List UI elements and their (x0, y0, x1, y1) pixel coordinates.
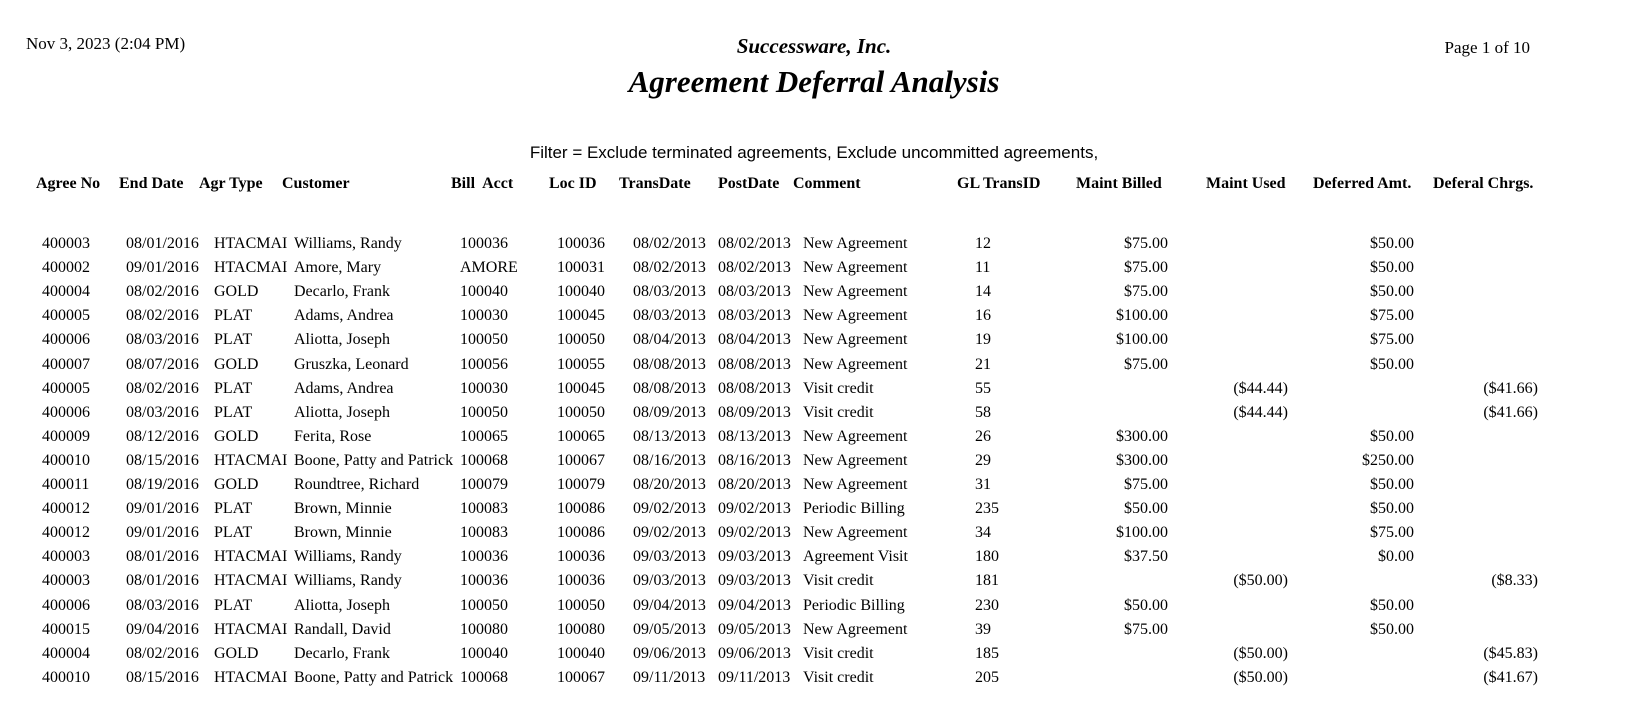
cell-gl-trans-id: 55 (975, 379, 991, 397)
header-deferal-chrgs: Deferal Chrgs. (1433, 175, 1534, 192)
cell-customer: Decarlo, Frank (294, 283, 390, 301)
cell-deferal-chrgs: ($41.66) (1483, 379, 1538, 397)
cell-loc-id: 100065 (557, 427, 605, 445)
header-bill-acct: Bill Acct (451, 175, 514, 192)
filter-text: Filter = Exclude terminated agreements, Exclude uncommitted agreements, (529, 143, 1099, 162)
cell-agr-type: PLAT (214, 307, 253, 325)
cell-comment: Agreement Visit (803, 548, 908, 566)
cell-end-date: 08/01/2016 (126, 572, 199, 590)
cell-post-date: 08/03/2013 (718, 283, 791, 301)
cell-customer: Decarlo, Frank (294, 644, 390, 662)
cell-end-date: 09/01/2016 (126, 524, 199, 542)
cell-post-date: 08/02/2013 (718, 235, 791, 252)
cell-end-date: 09/04/2016 (126, 620, 199, 638)
cell-maint-used: ($50.00) (1233, 644, 1288, 662)
cell-agr-type: GOLD (214, 427, 259, 445)
cell-agree-no: 400003 (42, 548, 90, 566)
cell-post-date: 09/02/2013 (718, 500, 791, 518)
cell-maint-billed: $100.00 (1116, 331, 1168, 349)
cell-agree-no: 400006 (42, 331, 90, 349)
cell-trans-date: 08/04/2013 (633, 331, 706, 349)
cell-maint-billed: $50.00 (1124, 500, 1168, 518)
cell-end-date: 09/01/2016 (126, 259, 199, 277)
cell-agree-no: 400009 (42, 427, 90, 445)
cell-customer: Boone, Patty and Patrick (294, 451, 454, 469)
cell-agr-type: HTACMAI (214, 620, 288, 638)
cell-bill-acct: 100040 (460, 283, 508, 301)
cell-gl-trans-id: 34 (975, 524, 991, 542)
cell-trans-date: 08/13/2013 (633, 427, 706, 445)
cell-maint-billed: $75.00 (1124, 355, 1168, 373)
cell-agr-type: GOLD (214, 283, 259, 301)
cell-end-date: 08/12/2016 (126, 427, 199, 445)
cell-end-date: 08/01/2016 (126, 548, 199, 566)
cell-trans-date: 09/03/2013 (633, 572, 706, 590)
cell-bill-acct: 100068 (460, 668, 508, 686)
cell-end-date: 08/01/2016 (126, 235, 199, 252)
cell-trans-date: 08/16/2013 (633, 451, 706, 469)
cell-deferred-amt: $50.00 (1370, 476, 1414, 493)
cell-deferred-amt: $50.00 (1370, 500, 1414, 518)
cell-gl-trans-id: 14 (975, 283, 991, 301)
cell-customer: Williams, Randy (294, 572, 402, 590)
cell-gl-trans-id: 180 (975, 548, 999, 566)
cell-customer: Boone, Patty and Patrick (294, 668, 454, 686)
cell-agr-type: HTACMAI (214, 668, 288, 686)
cell-customer: Aliotta, Joseph (294, 596, 390, 614)
cell-customer: Roundtree, Richard (294, 476, 420, 493)
cell-comment: New Agreement (803, 620, 908, 638)
cell-maint-used: ($44.44) (1233, 379, 1288, 397)
cell-comment: New Agreement (803, 451, 908, 469)
cell-comment: New Agreement (803, 476, 908, 493)
cell-agree-no: 400007 (42, 355, 90, 373)
cell-gl-trans-id: 58 (975, 403, 991, 421)
cell-loc-id: 100050 (557, 596, 605, 614)
cell-post-date: 08/08/2013 (718, 379, 791, 397)
cell-gl-trans-id: 21 (975, 355, 991, 373)
cell-loc-id: 100086 (557, 500, 605, 518)
cell-loc-id: 100045 (557, 307, 605, 325)
cell-agree-no: 400015 (42, 620, 90, 638)
cell-trans-date: 09/04/2013 (633, 596, 706, 614)
cell-agree-no: 400005 (42, 307, 90, 325)
header-gl-trans-id: GL TransID (957, 175, 1041, 192)
cell-agr-type: PLAT (214, 524, 253, 542)
cell-post-date: 08/09/2013 (718, 403, 791, 421)
cell-post-date: 08/08/2013 (718, 355, 791, 373)
header-post-date: PostDate (718, 175, 780, 192)
cell-bill-acct: 100056 (460, 355, 508, 373)
cell-maint-billed: $300.00 (1116, 427, 1168, 445)
cell-maint-billed: $75.00 (1124, 620, 1168, 638)
cell-maint-billed: $50.00 (1124, 596, 1168, 614)
cell-deferred-amt: $75.00 (1370, 331, 1414, 349)
cell-agree-no: 400010 (42, 668, 90, 686)
cell-comment: New Agreement (803, 524, 908, 542)
cell-maint-used: ($50.00) (1233, 572, 1288, 590)
cell-agr-type: PLAT (214, 403, 253, 421)
cell-bill-acct: 100065 (460, 427, 508, 445)
cell-agree-no: 400004 (42, 283, 90, 301)
cell-agr-type: PLAT (214, 596, 253, 614)
header-trans-date: TransDate (619, 175, 691, 192)
cell-post-date: 08/20/2013 (718, 476, 791, 493)
header-deferred-amt: Deferred Amt. (1313, 175, 1412, 192)
cell-customer: Amore, Mary (294, 259, 382, 277)
cell-end-date: 08/03/2016 (126, 596, 199, 614)
cell-bill-acct: 100036 (460, 572, 508, 590)
cell-gl-trans-id: 181 (975, 572, 999, 590)
cell-end-date: 08/02/2016 (126, 283, 199, 301)
cell-agr-type: GOLD (214, 644, 259, 662)
cell-deferred-amt: $0.00 (1378, 548, 1414, 566)
cell-end-date: 09/01/2016 (126, 500, 199, 518)
cell-agr-type: HTACMAI (214, 259, 288, 277)
cell-customer: Brown, Minnie (294, 524, 392, 542)
cell-agree-no: 400010 (42, 451, 90, 469)
cell-comment: Visit credit (803, 644, 874, 662)
cell-deferred-amt: $50.00 (1370, 259, 1414, 277)
cell-maint-billed: $75.00 (1124, 235, 1168, 252)
cell-deferal-chrgs: ($8.33) (1491, 572, 1538, 590)
cell-maint-billed: $300.00 (1116, 451, 1168, 469)
cell-bill-acct: 100050 (460, 403, 508, 421)
cell-customer: Gruszka, Leonard (294, 355, 409, 373)
cell-post-date: 09/11/2013 (718, 668, 791, 686)
cell-post-date: 09/03/2013 (718, 548, 791, 566)
cell-loc-id: 100031 (557, 259, 605, 277)
cell-end-date: 08/15/2016 (126, 451, 199, 469)
cell-comment: New Agreement (803, 259, 908, 277)
cell-post-date: 09/04/2013 (718, 596, 791, 614)
cell-deferred-amt: $50.00 (1370, 235, 1414, 252)
cell-agree-no: 400006 (42, 403, 90, 421)
cell-deferred-amt: $50.00 (1370, 427, 1414, 445)
cell-gl-trans-id: 16 (975, 307, 991, 325)
cell-end-date: 08/02/2016 (126, 307, 199, 325)
header-maint-used: Maint Used (1206, 175, 1286, 192)
cell-gl-trans-id: 185 (975, 644, 999, 662)
cell-comment: Visit credit (803, 379, 874, 397)
report-date: Nov 3, 2023 (2:04 PM) (26, 34, 186, 53)
header-loc-id: Loc ID (549, 175, 597, 192)
cell-loc-id: 100079 (557, 476, 605, 493)
cell-comment: New Agreement (803, 331, 908, 349)
cell-loc-id: 100067 (557, 451, 605, 469)
cell-gl-trans-id: 26 (975, 427, 991, 445)
header-end-date: End Date (119, 175, 184, 192)
cell-comment: New Agreement (803, 283, 908, 301)
cell-loc-id: 100050 (557, 331, 605, 349)
cell-agree-no: 400012 (42, 500, 90, 518)
header-agree-no: Agree No (36, 175, 101, 192)
cell-loc-id: 100055 (557, 355, 605, 373)
cell-bill-acct: 100083 (460, 500, 508, 518)
cell-gl-trans-id: 31 (975, 476, 991, 493)
cell-maint-used: ($44.44) (1233, 403, 1288, 421)
cell-maint-billed: $75.00 (1124, 283, 1168, 301)
cell-customer: Williams, Randy (294, 548, 402, 566)
cell-comment: New Agreement (803, 427, 908, 445)
cell-deferred-amt: $50.00 (1370, 355, 1414, 373)
cell-deferred-amt: $250.00 (1362, 451, 1414, 469)
cell-deferred-amt: $50.00 (1370, 596, 1414, 614)
cell-gl-trans-id: 29 (975, 451, 991, 469)
cell-bill-acct: 100030 (460, 307, 508, 325)
cell-post-date: 09/06/2013 (718, 644, 791, 662)
cell-gl-trans-id: 230 (975, 596, 999, 614)
cell-agr-type: HTACMAI (214, 572, 288, 590)
cell-end-date: 08/03/2016 (126, 403, 199, 421)
cell-agr-type: PLAT (214, 379, 253, 397)
cell-bill-acct: AMORE (460, 259, 518, 277)
cell-bill-acct: 100050 (460, 596, 508, 614)
cell-trans-date: 08/03/2013 (633, 283, 706, 301)
cell-trans-date: 08/20/2013 (633, 476, 706, 493)
cell-trans-date: 08/02/2013 (633, 235, 706, 252)
cell-bill-acct: 100083 (460, 524, 508, 542)
cell-loc-id: 100036 (557, 235, 605, 252)
cell-comment: Visit credit (803, 403, 874, 421)
cell-comment: Periodic Billing (803, 596, 905, 614)
cell-agr-type: HTACMAI (214, 451, 288, 469)
cell-agree-no: 400003 (42, 572, 90, 590)
cell-agr-type: PLAT (214, 500, 253, 518)
cell-agr-type: HTACMAI (214, 548, 288, 566)
cell-bill-acct: 100030 (460, 379, 508, 397)
report-title: Agreement Deferral Analysis (628, 64, 1000, 99)
cell-customer: Randall, David (294, 620, 391, 638)
cell-maint-billed: $75.00 (1124, 259, 1168, 277)
cell-bill-acct: 100050 (460, 331, 508, 349)
cell-trans-date: 08/08/2013 (633, 355, 706, 373)
cell-agree-no: 400012 (42, 524, 90, 542)
cell-bill-acct: 100040 (460, 644, 508, 662)
cell-deferred-amt: $75.00 (1370, 307, 1414, 325)
cell-post-date: 08/13/2013 (718, 427, 791, 445)
cell-agree-no: 400011 (42, 476, 90, 493)
cell-bill-acct: 100080 (460, 620, 508, 638)
cell-maint-billed: $37.50 (1124, 548, 1168, 566)
cell-deferal-chrgs: ($45.83) (1483, 644, 1538, 662)
cell-post-date: 08/03/2013 (718, 307, 791, 325)
cell-customer: Brown, Minnie (294, 500, 392, 518)
cell-bill-acct: 100036 (460, 235, 508, 252)
cell-post-date: 09/02/2013 (718, 524, 791, 542)
cell-bill-acct: 100079 (460, 476, 508, 493)
cell-comment: Periodic Billing (803, 500, 905, 518)
cell-end-date: 08/03/2016 (126, 331, 199, 349)
cell-agree-no: 400002 (42, 259, 90, 277)
cell-loc-id: 100036 (557, 572, 605, 590)
cell-customer: Adams, Andrea (294, 379, 394, 397)
cell-trans-date: 08/03/2013 (633, 307, 706, 325)
cell-end-date: 08/02/2016 (126, 379, 199, 397)
cell-comment: New Agreement (803, 235, 908, 252)
page-number: Page 1 of 10 (1444, 38, 1530, 57)
cell-customer: Adams, Andrea (294, 307, 394, 325)
cell-trans-date: 08/09/2013 (633, 403, 706, 421)
cell-agree-no: 400006 (42, 596, 90, 614)
cell-gl-trans-id: 19 (975, 331, 991, 349)
cell-trans-date: 09/11/2013 (633, 668, 706, 686)
cell-post-date: 08/16/2013 (718, 451, 791, 469)
cell-trans-date: 08/02/2013 (633, 259, 706, 277)
header-maint-billed: Maint Billed (1076, 175, 1162, 192)
cell-customer: Williams, Randy (294, 235, 402, 252)
cell-deferal-chrgs: ($41.66) (1483, 403, 1538, 421)
cell-agr-type: GOLD (214, 476, 259, 493)
cell-trans-date: 09/03/2013 (633, 548, 706, 566)
cell-loc-id: 100045 (557, 379, 605, 397)
cell-post-date: 08/02/2013 (718, 259, 791, 277)
cell-trans-date: 09/02/2013 (633, 500, 706, 518)
cell-deferred-amt: $50.00 (1370, 283, 1414, 301)
cell-loc-id: 100040 (557, 644, 605, 662)
cell-customer: Ferita, Rose (294, 427, 372, 445)
cell-post-date: 08/04/2013 (718, 331, 791, 349)
company-name: Successware, Inc. (736, 34, 892, 58)
cell-trans-date: 09/06/2013 (633, 644, 706, 662)
cell-deferal-chrgs: ($41.67) (1483, 668, 1538, 686)
cell-trans-date: 09/05/2013 (633, 620, 706, 638)
header-customer: Customer (282, 175, 350, 192)
cell-loc-id: 100040 (557, 283, 605, 301)
cell-end-date: 08/02/2016 (126, 644, 199, 662)
cell-loc-id: 100067 (557, 668, 605, 686)
cell-trans-date: 08/08/2013 (633, 379, 706, 397)
cell-customer: Aliotta, Joseph (294, 331, 390, 349)
cell-customer: Aliotta, Joseph (294, 403, 390, 421)
cell-deferred-amt: $75.00 (1370, 524, 1414, 542)
cell-bill-acct: 100068 (460, 451, 508, 469)
cell-loc-id: 100036 (557, 548, 605, 566)
cell-end-date: 08/19/2016 (126, 476, 199, 493)
cell-maint-billed: $100.00 (1116, 307, 1168, 325)
header-agr-type: Agr Type (199, 175, 263, 192)
cell-comment: Visit credit (803, 668, 874, 686)
cell-gl-trans-id: 11 (975, 259, 991, 277)
cell-gl-trans-id: 12 (975, 235, 991, 252)
cell-bill-acct: 100036 (460, 548, 508, 566)
cell-agree-no: 400004 (42, 644, 90, 662)
cell-deferred-amt: $50.00 (1370, 620, 1414, 638)
cell-end-date: 08/07/2016 (126, 355, 199, 373)
cell-end-date: 08/15/2016 (126, 668, 199, 686)
cell-comment: New Agreement (803, 307, 908, 325)
cell-agr-type: PLAT (214, 331, 253, 349)
cell-maint-billed: $75.00 (1124, 476, 1168, 493)
cell-gl-trans-id: 235 (975, 500, 999, 518)
cell-agree-no: 400003 (42, 235, 90, 252)
cell-comment: Visit credit (803, 572, 874, 590)
cell-post-date: 09/05/2013 (718, 620, 791, 638)
cell-maint-used: ($50.00) (1233, 668, 1288, 686)
cell-loc-id: 100080 (557, 620, 605, 638)
cell-trans-date: 09/02/2013 (633, 524, 706, 542)
cell-gl-trans-id: 39 (975, 620, 991, 638)
cell-agree-no: 400005 (42, 379, 90, 397)
cell-agr-type: GOLD (214, 355, 259, 373)
cell-comment: New Agreement (803, 355, 908, 373)
cell-gl-trans-id: 205 (975, 668, 999, 686)
cell-loc-id: 100050 (557, 403, 605, 421)
cell-post-date: 09/03/2013 (718, 572, 791, 590)
header-comment: Comment (793, 175, 861, 192)
cell-loc-id: 100086 (557, 524, 605, 542)
cell-agr-type: HTACMAI (214, 235, 288, 252)
cell-maint-billed: $100.00 (1116, 524, 1168, 542)
